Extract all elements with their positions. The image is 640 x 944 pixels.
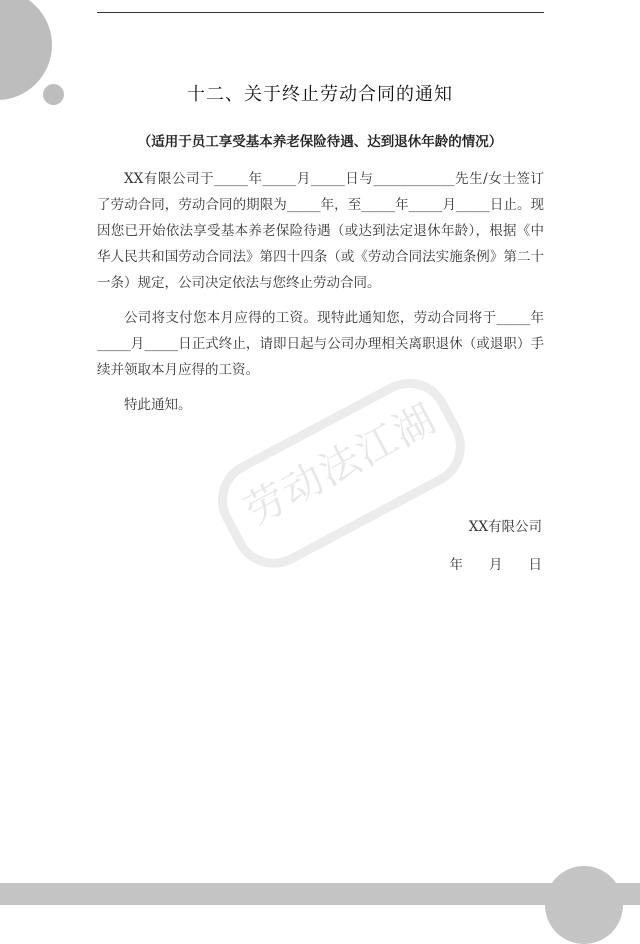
date-day-label: 日 [528, 557, 542, 573]
watermark-text: 劳动法江湖 [237, 395, 445, 535]
date-year-label: 年 [449, 557, 463, 573]
signature-date [450, 553, 543, 573]
document-subtitle: （适用于员工享受基本养老保险待遇、达到退休年龄的情况） [137, 134, 503, 150]
paragraph-contract-info: XX有限公司于_____年_____月_____日与____________先生/女士签订了劳动合同，劳动合同的期限为_____年，至_____年_____月_____日止。现因您已开始依法享受基本养老保险待遇（或达到法定退休年龄），根据《中华人民共和国劳动合同法》第四十四条（或《劳动合同法实施条例》第二十一条）规定，公司决定依法与您终止劳动合同。 [97, 171, 544, 291]
paragraph-closing: 特此通知。 [124, 397, 192, 413]
footer-bar [0, 883, 640, 905]
paragraph-termination-date: 公司将支付您本月应得的工资。现特此通知您，劳动合同将于_____年_____月_____日正式终止，请即日起与公司办理相关离职退休（或退职）手续并领取本月应得的工资。 [97, 310, 544, 378]
signature-company: XX有限公司 [468, 519, 542, 535]
document-title: 十二、关于终止劳动合同的通知 [187, 84, 453, 105]
top-divider [97, 12, 544, 13]
decorative-circle-bottom [545, 866, 623, 944]
date-month-label: 月 [489, 557, 503, 573]
